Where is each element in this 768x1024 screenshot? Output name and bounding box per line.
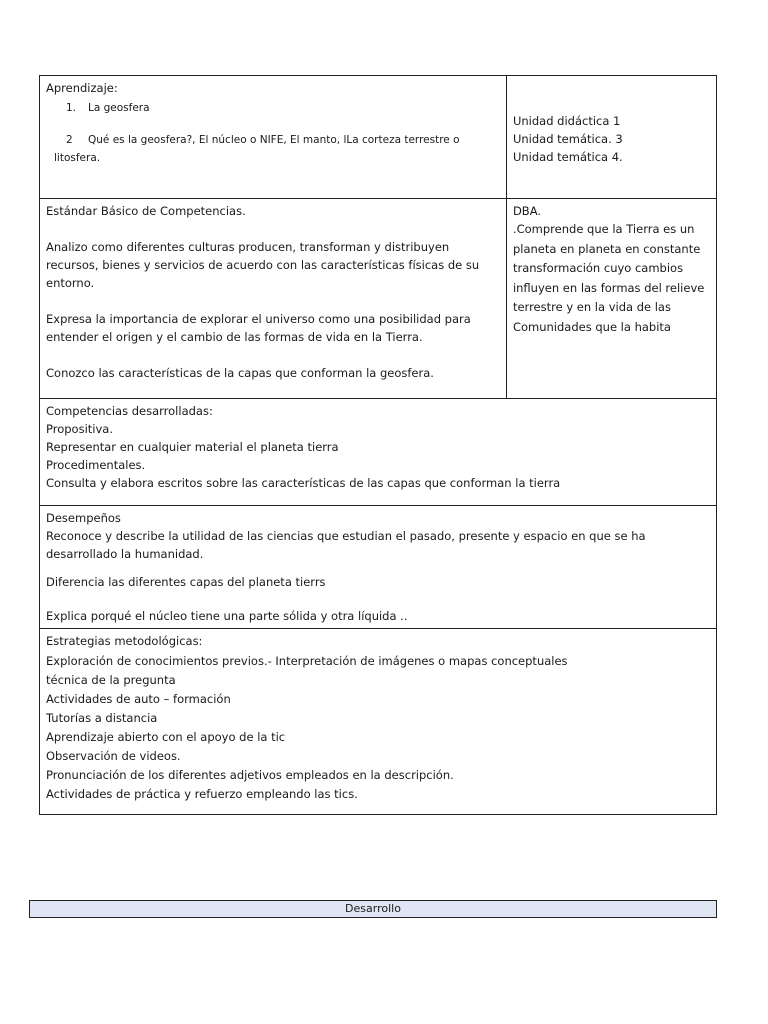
dba-cell	[506, 199, 716, 399]
estrategias-line: Exploración de conocimientos previos.- Interpretación de imágenes o mapas conceptuales	[46, 654, 568, 668]
list-item	[66, 99, 500, 117]
estrategias-cell	[40, 629, 717, 815]
estrategias-line: Actividades de práctica y refuerzo empleando las tics.	[46, 787, 358, 801]
estandar-cell	[40, 199, 507, 399]
desempenos-paragraph: Diferencia las diferentes capas del planeta tierrs	[46, 575, 326, 589]
list-item-number: 1.	[66, 102, 77, 114]
unidad-tematica-3: Unidad temática. 3	[512, 132, 623, 146]
list-item-text: La geosfera	[88, 102, 150, 114]
dba-text: .Comprende que la Tierra es un planeta en planeta en constante transformación cuyo cambios influyen en las formas del relieve terrestre y en la vida de las Comunidades que la habita	[512, 222, 705, 334]
estandar-paragraph: Conozco las características de la capas que conforman la geosfera.	[46, 366, 434, 380]
estrategias-heading: Estrategias metodológicas:	[46, 634, 203, 648]
desarrollo-header-bar	[29, 900, 717, 918]
estrategias-row	[40, 629, 717, 815]
dba-heading: DBA.	[512, 204, 542, 218]
competencias-line: Representar en cualquier material el planeta tierra	[46, 440, 339, 454]
estandar-paragraph: Expresa la importancia de explorar el universo como una posibilidad para entender el origen y el cambio de las formas de vida en la Tierra.	[46, 312, 471, 344]
list-item-number: 2	[66, 134, 73, 146]
unidad-tematica-4: Unidad temática 4.	[512, 150, 623, 164]
desempenos-paragraph: Explica porqué el núcleo tiene una parte sólida y otra líquida ..	[46, 609, 408, 623]
desempenos-heading: Desempeños	[46, 511, 121, 525]
desempenos-cell	[40, 506, 717, 629]
competencias-line: Consulta y elabora escritos sobre las características de las capas que conforman la tierra	[46, 476, 561, 490]
desempenos-paragraph: Reconoce y describe la utilidad de las ciencias que estudian el pasado, presente y espacio en que se ha desarrollado la humanidad.	[46, 529, 646, 561]
unidad-didactica: Unidad didáctica 1	[512, 114, 621, 128]
list-item	[66, 131, 500, 149]
estandar-row	[40, 199, 717, 399]
estrategias-line: Aprendizaje abierto con el apoyo de la tic	[46, 730, 286, 744]
estandar-heading: Estándar Básico de Competencias.	[46, 204, 246, 218]
lesson-plan-table	[39, 75, 717, 815]
aprendizaje-row	[40, 76, 717, 199]
desarrollo-label: Desarrollo	[345, 902, 401, 915]
estrategias-line: Tutorías a distancia	[46, 711, 158, 725]
desempenos-row	[40, 506, 717, 629]
competencias-heading: Competencias desarrolladas:	[46, 404, 213, 418]
aprendizaje-heading: Aprendizaje:	[46, 81, 118, 95]
competencias-cell	[40, 399, 717, 506]
competencias-row	[40, 399, 717, 506]
estrategias-line: técnica de la pregunta	[46, 673, 176, 687]
aprendizaje-list	[66, 99, 500, 149]
competencias-line: Propositiva.	[46, 422, 113, 436]
unidades-cell	[506, 76, 716, 199]
estrategias-line: Observación de videos.	[46, 749, 181, 763]
estrategias-line: Actividades de auto – formación	[46, 692, 231, 706]
aprendizaje-cell	[40, 76, 507, 199]
estrategias-line: Pronunciación de los diferentes adjetivos empleados en la descripción.	[46, 768, 454, 782]
competencias-line: Procedimentales.	[46, 458, 146, 472]
estandar-paragraph: Analizo como diferentes culturas producen, transforman y distribuyen recursos, bienes y servicios de acuerdo con las características físicas de su entorno.	[46, 240, 480, 290]
list-item-text: Qué es la geosfera?, El núcleo o NIFE, El manto, lLa corteza terrestre o	[88, 134, 460, 146]
aprendizaje-continuation: litosfera.	[54, 152, 101, 164]
